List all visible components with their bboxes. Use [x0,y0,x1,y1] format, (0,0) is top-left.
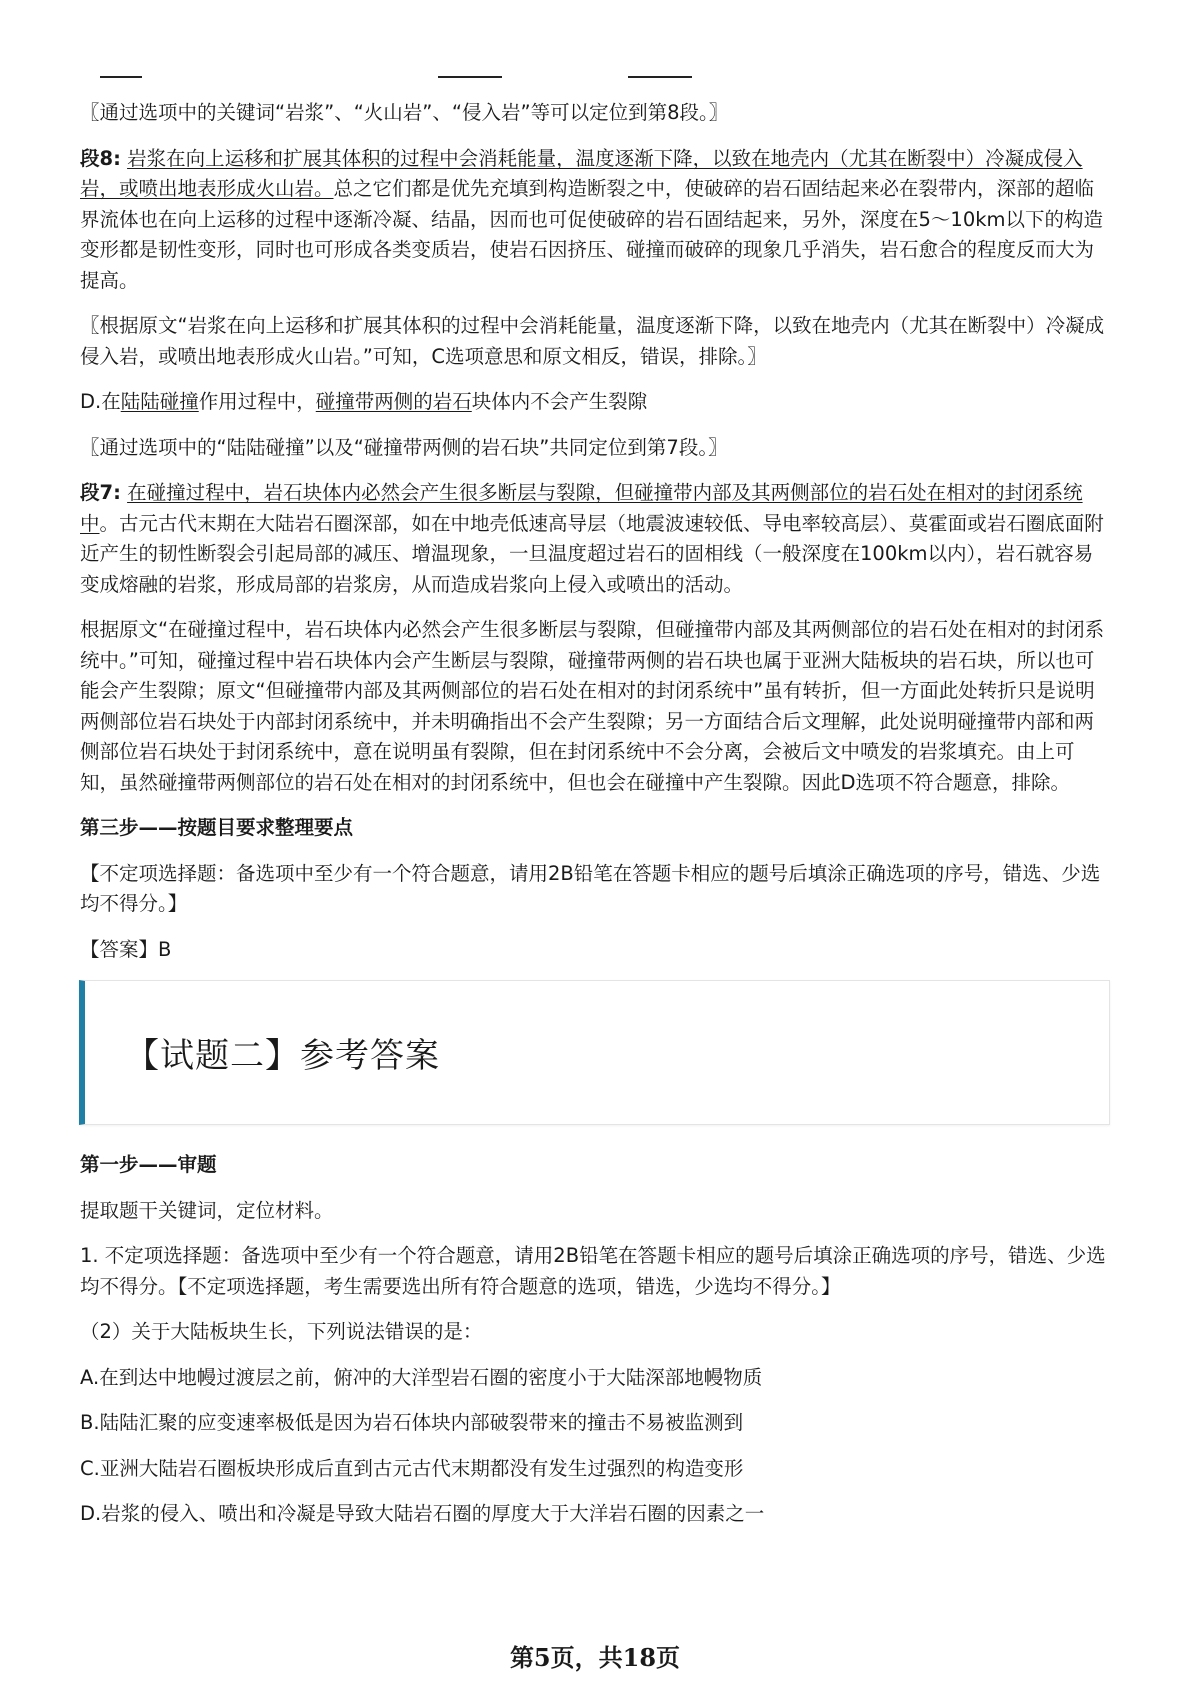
quote-rest: 总之它们都是优先充填到构造断裂之中，使破碎的岩石固结起来必在裂带内，深部的超临界流体也在向上运移的过程中逐渐冷凝、结晶，因而也可促使破碎的岩石固结起来，另外，深度在5～10km以下的构造变形都是韧性变形，同时也可形成各类变质岩，使岩石因挤压、碰撞而破碎的现象几乎消失，岩石愈合的程度反而大为提高。 [80,177,1104,292]
option-text: 块体内不会产生裂隙 [471,390,648,413]
keyword-underlined: 碰撞带两侧的岩石 [315,390,472,413]
paragraph-label: 段8: [80,146,121,170]
top-underline-fragments [0,76,1190,80]
underline-fragment [628,76,692,78]
option-a: A.在到达中地幔过渡层之前，俯冲的大洋型岩石圈的密度小于大陆深部地幔物质 [80,1365,763,1389]
underline-fragment [100,76,142,78]
locate-hint-paragraph-7: 〖通过选项中的“陆陆碰撞”以及“碰撞带两侧的岩石块”共同定位到第7段。〗 [80,435,728,459]
section-title: 【试题二】参考答案 [125,1036,440,1076]
question-stem: （2）关于大陆板块生长，下列说法错误的是： [80,1320,483,1343]
paragraph-label: 段7: [80,481,121,504]
option-b: B.陆陆汇聚的应变速率极低是因为岩石体块内部破裂带来的撞击不易被监测到 [80,1411,744,1434]
option-text: 作用过程中， [198,390,316,413]
underline-fragment [438,76,502,78]
quote-paragraph-8 [80,144,1110,297]
option-c: C.亚洲大陆岩石圈板块形成后直到古元古代末期都没有发生过强烈的构造变形 [80,1456,744,1480]
step-three-heading: 第三步——按题目要求整理要点 [80,816,354,839]
analysis-option-c: 〖根据原文“岩浆在向上运移和扩展其体积的过程中会消耗能量，温度逐渐下降，以致在地壳内（尤其在断裂中）冷凝成侵入岩，或喷出地表形成火山岩。”可知，C选项意思和原文相反，错误，排除。〗 [80,314,1105,368]
question-instruction: 1. 不定项选择题：备选项中至少有一个符合题意，请用2B铅笔在答题卡相应的题号后填涂正确选项的序号，错选、少选均不得分。【不定项选择题，考生需要选出所有符合题意的选项，错选，少选均不得分。】 [80,1244,1106,1298]
answer-line: 【答案】B [80,937,172,961]
quote-rest: 。古元古代末期在大陆岩石圈深部，如在中地壳低速高导层（地震波速较低、导电率较高层）、莫霍面或岩石圈底面附近产生的韧性断裂会引起局部的减压、增温现象，一旦温度超过岩石的固相线（一般深度在100km以内），岩石就容易变成熔融的岩浆，形成局部的岩浆房，从而造成岩浆向上侵入或喷出的活动。 [80,511,1104,596]
option-d-statement [80,387,1110,418]
step-one-instruction: 提取题干关键词，定位材料。 [80,1198,334,1222]
step-one-heading: 第一步——审题 [80,1153,217,1176]
keyword-underlined: 陆陆碰撞 [120,390,199,413]
question-type-note: 【不定项选择题：备选项中至少有一个符合题意，请用2B铅笔在答题卡相应的题号后填涂正确选项的序号，错选、少选均不得分。】 [80,861,1101,915]
quote-paragraph-7 [80,478,1110,600]
document-body [80,98,1110,1545]
section-header-box [79,980,1110,1125]
page-number-footer: 第5页，共18页 [509,1643,681,1672]
option-d: D.岩浆的侵入、喷出和冷凝是导致大陆岩石圈的厚度大于大洋岩石圈的因素之一 [80,1502,765,1525]
underlined-quote: 岩浆在向上运移和扩展其体积的过程中会消耗能量，温度逐渐下降，以致在地壳内（尤其在断裂中）冷凝成侵入岩，或喷出地表形成火山岩。 [80,146,1083,200]
locate-hint-paragraph-8: 〖通过选项中的关键词“岩浆”、“火山岩”、“侵入岩”等可以定位到第8段。〗 [80,101,729,124]
underlined-quote: 在碰撞过程中，岩石块体内必然会产生很多断层与裂隙，但碰撞带内部及其两侧部位的岩石处在相对的封闭系统中 [80,481,1083,535]
option-text: D.在 [80,390,121,413]
analysis-option-d: 根据原文“在碰撞过程中，岩石块体内必然会产生很多断层与裂隙，但碰撞带内部及其两侧部位的岩石处在相对的封闭系统中。”可知，碰撞过程中岩石块体内会产生断层与裂隙，碰撞带两侧的岩石块也属于亚洲大陆板块的岩石块，所以也可能会产生裂隙；原文“但碰撞带内部及其两侧部位的岩石处在相对的封闭系统中”虽有转折，但一方面此处转折只是说明两侧部位岩石块处于内部封闭系统中，并未明确指出不会产生裂隙；另一方面结合后文理解，此处说明碰撞带内部和两侧部位岩石块处于封闭系统中，意在说明虽有裂隙，但在封闭系统中不会分离，会被后文中喷发的岩浆填充。由上可知，虽然碰撞带两侧部位的岩石处在相对的封闭系统中，但也会在碰撞中产生裂隙。因此D选项不符合题意，排除。 [80,618,1105,794]
